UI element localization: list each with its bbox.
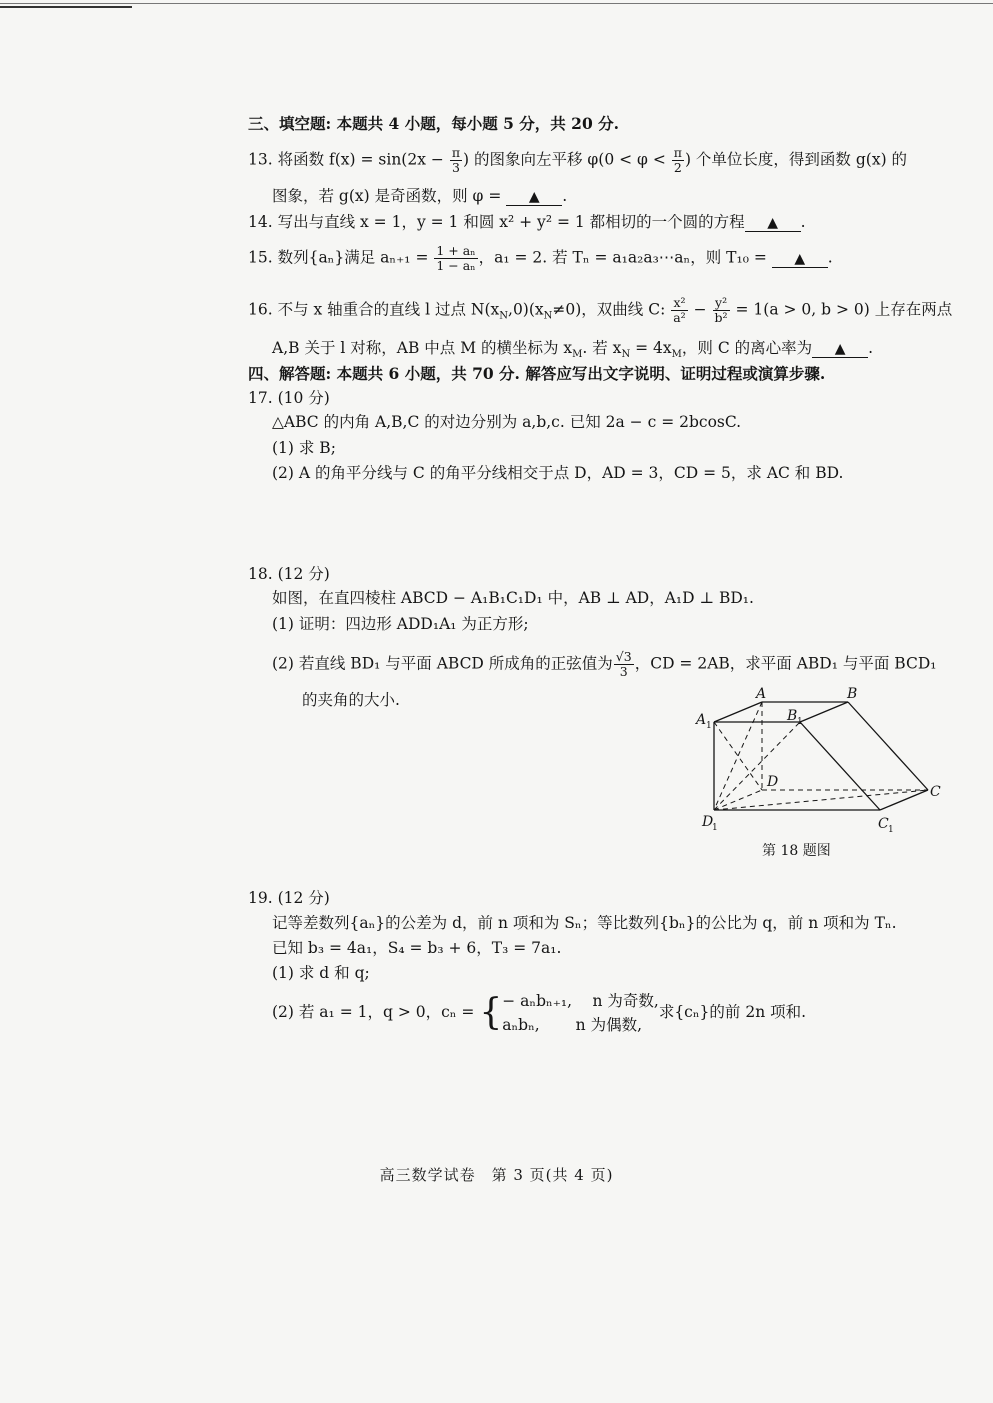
triangle-marker-icon: ▲	[528, 189, 540, 205]
q19-stem1: 记等差数列{aₙ}的公差为 d，前 n 项和为 Sₙ；等比数列{bₙ}的公比为 q，前 n 项和为 Tₙ.	[272, 914, 897, 932]
q16-sub-m2: M	[671, 349, 682, 361]
q16-end: .	[868, 339, 874, 357]
label-B1: B	[787, 708, 798, 724]
q16-line1	[248, 296, 952, 327]
q18-part1: (1) 证明：四边形 ADD₁A₁ 为正方形;	[272, 615, 529, 633]
q15-end: .	[827, 248, 833, 267]
q18-part2-a: (2) 若直线 BD₁ 与平面 ABCD 所成角的正弦值为	[272, 654, 613, 673]
q16-text-a: 16. 不与 x 轴重合的直线 l 过点 N(x	[248, 300, 500, 319]
label-D1: D	[702, 814, 714, 830]
q14-answer-blank[interactable]	[745, 216, 801, 232]
q19-part2	[272, 988, 806, 1037]
q19-part2-b: 求{cₙ}的前 2n 项和.	[658, 1003, 807, 1021]
diag-A-D1	[714, 702, 762, 810]
q16-line2-b: . 若 x	[582, 339, 622, 357]
q15-line	[248, 244, 833, 273]
q13-frac2-den: 2	[673, 160, 682, 175]
q19-part2-a: (2) 若 a₁ = 1，q > 0，cₙ =	[272, 1003, 480, 1021]
q16-sub-n2: N	[543, 310, 553, 322]
label-C: C	[930, 784, 941, 800]
q16-sub-n: N	[499, 310, 509, 322]
q15-frac	[434, 244, 477, 273]
q13-frac-pi-2	[672, 146, 684, 175]
q17-stem: △ABC 的内角 A,B,C 的对边分别为 a,b,c. 已知 2a − c = 2bcosC.	[272, 413, 742, 431]
diag-D1-B1	[714, 722, 800, 810]
q13-text-a: 13. 将函数 f(x) = sin(2x −	[248, 150, 449, 169]
q16-text-d: = 1(a > 0, b > 0) 上存在两点	[730, 300, 953, 319]
q15-frac-den: 1 − aₙ	[436, 258, 476, 273]
q19-piecewise	[502, 989, 659, 1037]
edge-B-C	[848, 702, 928, 790]
q16-line2-text: A,B 关于 l 对称，AB 中点 M 的横坐标为 x	[272, 339, 573, 357]
q18-part2	[272, 650, 936, 679]
q14-text: 14. 写出与直线 x = 1，y = 1 和圆 x² + y² = 1 都相切的一个圆的方程	[248, 213, 745, 231]
q16-line2-c: = 4x	[630, 339, 672, 357]
q16-text-b: ,0)(x	[508, 300, 544, 319]
q15-text-a: 15. 数列{aₙ}满足 aₙ₊₁ =	[248, 248, 434, 267]
q18-part2-b: ，CD = 2AB，求平面 ABD₁ 与平面 BCD₁	[634, 654, 937, 673]
triangle-marker-icon: ▲	[834, 341, 846, 357]
q15-text-b: ，a₁ = 2. 若 Tₙ = a₁a₂a₃⋯aₙ，则 T₁₀ =	[478, 248, 772, 267]
prism-hidden-edges	[714, 702, 928, 810]
q13-line1	[248, 146, 907, 175]
q16-frac-x	[671, 296, 687, 325]
diag-A1-D	[714, 722, 762, 790]
q16-fracy-den: b²	[714, 310, 728, 325]
section3-heading: 三、填空题: 本题共 4 小题，每小题 5 分，共 20 分.	[248, 114, 620, 133]
q16-frac-y	[713, 296, 730, 325]
q18-head: 18. (12 分)	[248, 565, 330, 583]
label-B1-sub: 1	[797, 717, 803, 727]
q14-line	[248, 212, 806, 232]
q13-frac2-num: π	[673, 145, 682, 160]
label-A1: A	[696, 712, 707, 728]
q18-frac-sqrt3-3	[614, 650, 634, 679]
q18-prism-figure	[690, 682, 950, 862]
q19-part1: (1) 求 d 和 q;	[272, 964, 370, 982]
q16-fracx-den: a²	[673, 310, 686, 325]
diag-D1-C	[714, 790, 928, 810]
q15-frac-num: 1 + aₙ	[436, 243, 476, 258]
edge-B1-C1	[800, 722, 880, 810]
label-A1-sub: 1	[706, 721, 712, 731]
left-brace-icon: {	[479, 992, 503, 1033]
q16-text-c: ≠0)，双曲线 C:	[552, 300, 671, 319]
q13-text-b: ) 的图象向左平移 φ(0 < φ <	[463, 150, 671, 169]
scan-edge-mark	[0, 6, 132, 8]
q16-fracx-num: x²	[671, 296, 687, 311]
q19-head: 19. (12 分)	[248, 889, 330, 907]
triangle-marker-icon: ▲	[767, 215, 779, 231]
prism-edges	[714, 702, 928, 810]
q19-case-odd: − aₙbₙ₊₁, n 为奇数,	[502, 992, 659, 1010]
q16-sub-n3: N	[621, 349, 631, 361]
q16-sub-m: M	[572, 349, 583, 361]
q13-line2	[272, 186, 567, 206]
q13-frac-den: 3	[451, 160, 460, 175]
edge-B1-B	[800, 702, 848, 722]
q13-frac-num: π	[451, 145, 461, 160]
edge-C1-C	[880, 790, 928, 810]
q19-case-even: aₙbₙ, n 为偶数,	[502, 1016, 642, 1034]
page-footer: 高三数学试卷 第 3 页(共 4 页)	[379, 1166, 614, 1184]
q18-frac-den: 3	[619, 664, 628, 679]
q16-minus: −	[688, 300, 712, 319]
label-D1-sub: 1	[712, 823, 718, 833]
q19-stem2: 已知 b₃ = 4a₁，S₄ = b₃ + 6，T₃ = 7a₁.	[272, 939, 562, 957]
q17-part2: (2) A 的角平分线与 C 的角平分线相交于点 D，AD = 3，CD = 5，求 AC 和 BD.	[272, 464, 844, 482]
scan-edge-line	[0, 3, 993, 4]
q18-figure-caption: 第 18 题图	[762, 843, 831, 859]
q18-stem: 如图，在直四棱柱 ABCD − A₁B₁C₁D₁ 中，AB ⊥ AD，A₁D ⊥ BD₁.	[272, 589, 754, 607]
label-A: A	[756, 686, 767, 702]
label-C1-sub: 1	[888, 825, 894, 835]
section4-heading: 四、解答题: 本题共 6 小题，共 70 分. 解答应写出文字说明、证明过程或演算步骤.	[248, 364, 826, 383]
label-D: D	[767, 774, 779, 790]
q13-line2-text: 图象，若 g(x) 是奇函数，则 φ =	[272, 187, 507, 205]
q13-text-c: ) 个单位长度，得到函数 g(x) 的	[684, 150, 908, 169]
q13-answer-blank[interactable]	[506, 190, 562, 206]
q16-answer-blank[interactable]	[812, 342, 868, 358]
label-C1: C	[878, 816, 889, 832]
q16-line2	[272, 338, 873, 365]
q14-end: .	[800, 213, 806, 231]
q18-part2-c: 的夹角的大小.	[302, 691, 400, 709]
label-B: B	[847, 686, 858, 702]
q17-head: 17. (10 分)	[248, 389, 330, 407]
q17-part1: (1) 求 B;	[272, 439, 336, 457]
q18-frac-num: √3	[615, 649, 632, 664]
q15-answer-blank[interactable]	[772, 252, 828, 268]
q13-frac-pi-3	[450, 146, 462, 175]
triangle-marker-icon: ▲	[794, 250, 806, 267]
q16-line2-d: ，则 C 的离心率为	[681, 339, 813, 357]
q13-end: .	[562, 187, 568, 205]
q16-fracy-num: y²	[713, 296, 730, 311]
